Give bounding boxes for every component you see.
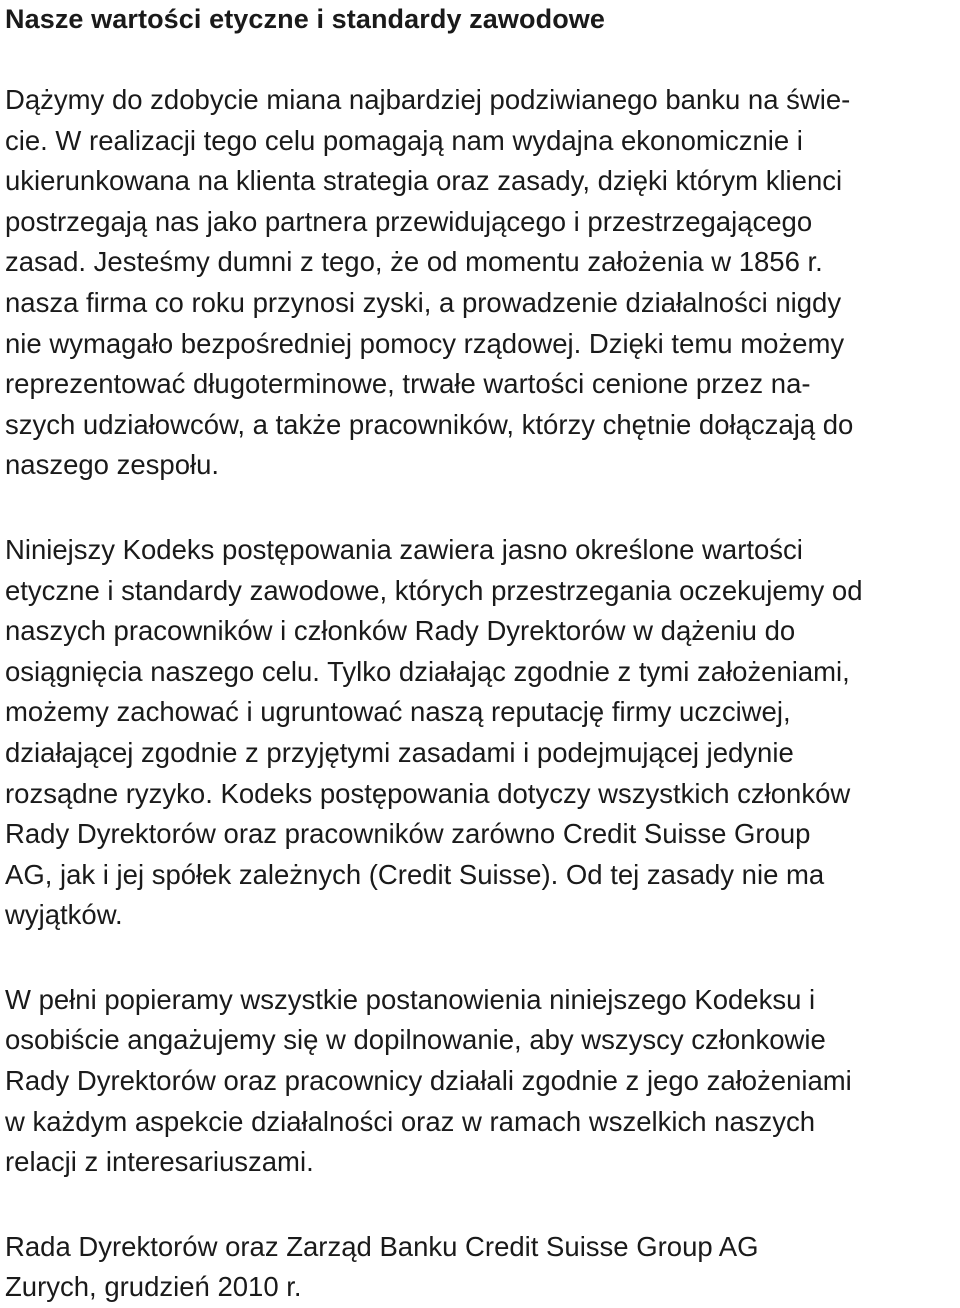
text-line: naszego zespołu. bbox=[5, 449, 220, 481]
text-line: osiągnięcia naszego celu. Tylko działając zgodnie z tymi założeniami, bbox=[5, 655, 850, 687]
document-page bbox=[5, 0, 960, 1308]
signature-line: Rada Dyrektorów oraz Zarząd Banku Credit Suisse Group AG bbox=[5, 1230, 759, 1262]
page-title: Nasze wartości etyczne i standardy zawodowe bbox=[5, 4, 606, 34]
text-line: nasza firma co roku przynosi zyski, a prowadzenie działalności nigdy bbox=[5, 286, 842, 318]
text-line: w każdym aspekcie działalności oraz w ramach wszelkich naszych bbox=[5, 1105, 816, 1137]
text-line: relacji z interesariuszami. bbox=[5, 1146, 314, 1178]
text-line: Dążymy do zdobycie miana najbardziej podziwianego banku na świe- bbox=[5, 84, 851, 115]
paragraph-intro bbox=[5, 80, 960, 486]
text-line: działającej zgodnie z przyjętymi zasadami i podejmującej jedynie bbox=[5, 736, 794, 768]
text-line: AG, jak i jej spółek zależnych (Credit Suisse). Od tej zasady nie ma bbox=[5, 858, 825, 890]
text-line: szych udziałowców, a także pracowników, którzy chętnie dołączają do bbox=[5, 408, 854, 440]
text-line: nie wymagało bezpośredniej pomocy rządowej. Dzięki temu możemy bbox=[5, 327, 845, 359]
text-line: reprezentować długoterminowe, trwałe wartości cenione przez na- bbox=[5, 368, 811, 400]
text-line: cie. W realizacji tego celu pomagają nam wydajna ekonomicznie i bbox=[5, 124, 803, 156]
text-line: Niniejszy Kodeks postępowania zawiera jasno określone wartości bbox=[5, 533, 803, 565]
text-line: możemy zachować i ugruntować naszą reputację firmy uczciwej, bbox=[5, 696, 791, 728]
text-line: ukierunkowana na klienta strategia oraz zasady, dzięki którym klienci bbox=[5, 165, 843, 197]
text-line: zasad. Jesteśmy dumni z tego, że od momentu założenia w 1856 r. bbox=[5, 246, 823, 278]
text-line: W pełni popieramy wszystkie postanowienia niniejszego Kodeksu i bbox=[5, 983, 816, 1015]
signature-place-date: Zurych, grudzień 2010 r. bbox=[5, 1271, 302, 1303]
text-line: postrzegają nas jako partnera przewidującego i przestrzegającego bbox=[5, 205, 813, 237]
paragraph-commitment bbox=[5, 980, 960, 1183]
text-line: etyczne i standardy zawodowe, których przestrzegania oczekujemy od bbox=[5, 574, 863, 606]
text-line: naszych pracowników i członków Rady Dyrektorów w dążeniu do bbox=[5, 615, 796, 647]
signature-block bbox=[5, 1227, 960, 1308]
text-line: osobiście angażujemy się w dopilnowanie, aby wszyscy członkowie bbox=[5, 1024, 826, 1056]
text-line: Rady Dyrektorów oraz pracowników zarówno Credit Suisse Group bbox=[5, 818, 811, 850]
paragraph-code-of-conduct bbox=[5, 530, 960, 936]
text-line: rozsądne ryzyko. Kodeks postępowania dotyczy wszystkich członków bbox=[5, 777, 851, 809]
text-line: Rady Dyrektorów oraz pracownicy działali zgodnie z jego założeniami bbox=[5, 1065, 852, 1097]
text-line: wyjątków. bbox=[5, 899, 123, 931]
